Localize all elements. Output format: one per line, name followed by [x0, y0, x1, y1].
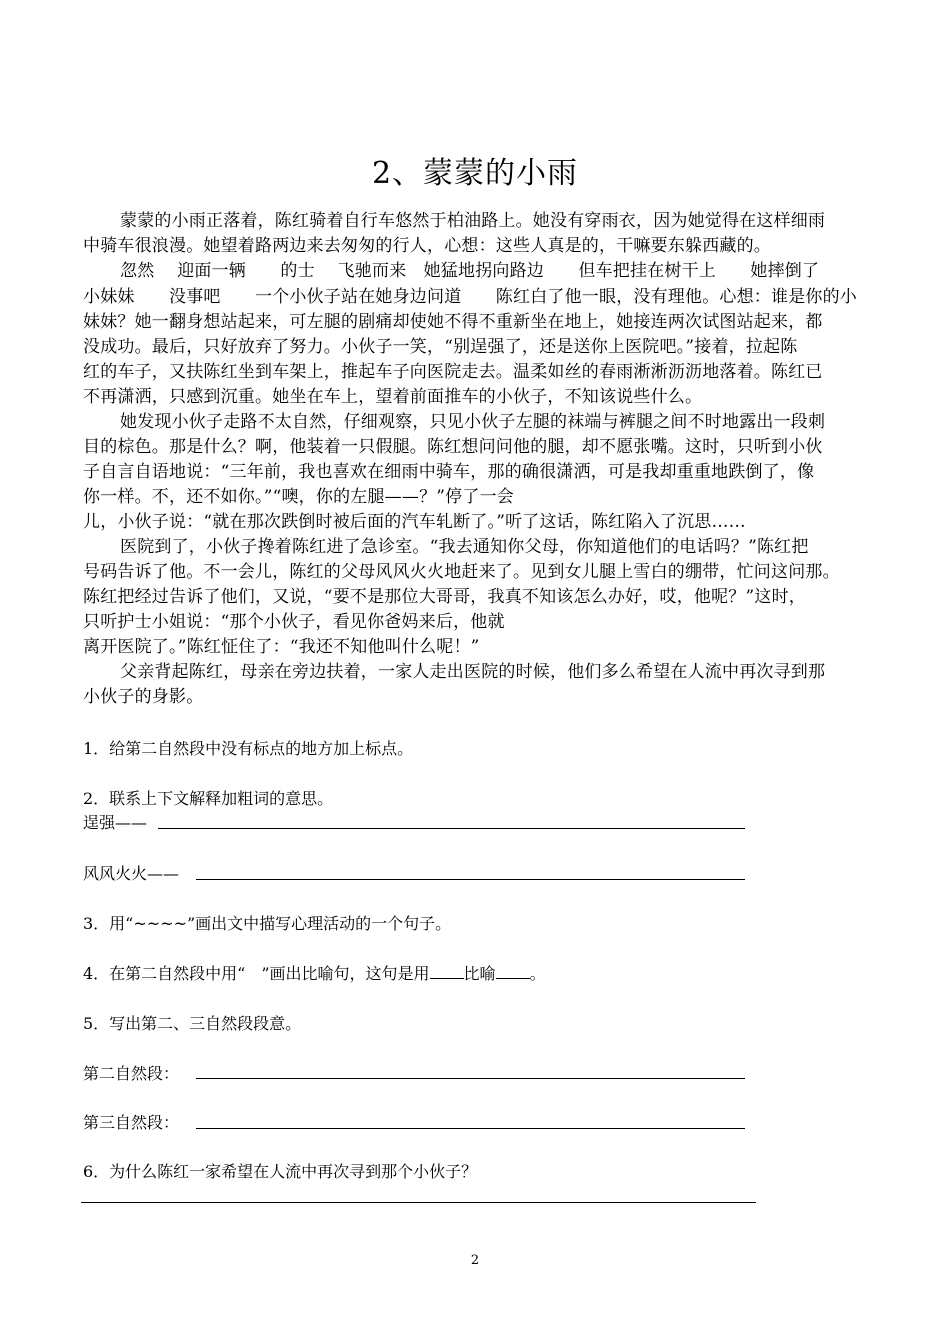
- question-4: [83, 961, 546, 984]
- passage-line: 目的棕色。那是什么？啊，他装着一只假腿。陈红想问问他的腿，却不愿张嘴。这时，只听到小伙: [83, 437, 823, 457]
- passage-line: 忽然 迎面一辆 的士 飞驰而来 她猛地拐向路边 但车把挂在树干上 她摔倒了: [120, 261, 820, 281]
- passage-line: 小伙子的身影。: [83, 687, 204, 707]
- question-4-text-2: 比喻: [463, 964, 496, 983]
- question-5-para-3: 第三自然段：: [83, 1113, 180, 1132]
- answer-line[interactable]: [158, 828, 745, 829]
- passage-line: 医院到了，小伙子搀着陈红进了急诊室。“我去通知你父母，你知道他们的电话吗？”陈红把: [120, 537, 809, 557]
- passage-line: 她发现小伙子走路不太自然，仔细观察，只见小伙子左腿的袜端与裤腿之间不时地露出一段刺: [120, 412, 826, 432]
- passage-line: 只听护士小姐说：“那个小伙子，看见你爸妈来后，他就: [83, 612, 505, 632]
- answer-line[interactable]: [81, 1202, 756, 1203]
- passage-line: 父亲背起陈红，母亲在旁边扶着，一家人走出医院的时候，他们多么希望在人流中再次寻到那: [120, 662, 826, 682]
- passage-line: 红的车子，又扶陈红坐到车架上，推起车子向医院走去。温柔如丝的春雨淅淅沥沥地落着。陈红已: [83, 362, 823, 382]
- page-number: 2: [470, 1253, 480, 1268]
- passage-line: 离开医院了。”陈红怔住了：“我还不知他叫什么呢！”: [83, 637, 480, 657]
- passage-line: 你一样。不，还不如你。”“噢，你的左腿——？”停了一会: [83, 487, 514, 507]
- question-1: 1．给第二自然段中没有标点的地方加上标点。: [83, 739, 414, 758]
- page-title: 2、蒙蒙的小雨: [371, 156, 579, 191]
- answer-line[interactable]: [196, 1128, 745, 1129]
- answer-blank[interactable]: [430, 964, 464, 979]
- answer-blank[interactable]: [496, 964, 530, 979]
- passage-line: 号码告诉了他。不一会儿，陈红的父母风风火火地赶来了。见到女儿腿上雪白的绷带，忙问这问那。: [83, 562, 840, 582]
- passage-line: 妹妹？她一翻身想站起来，可左腿的剧痛却使她不得不重新坐在地上，她接连两次试图站起来，都: [83, 312, 823, 332]
- question-3: 3．用“~~~~”画出文中描写心理活动的一个句子。: [83, 914, 452, 933]
- question-2-word-1: 逞强——: [83, 813, 148, 832]
- question-4-text: 4．在第二自然段中用“ ”画出比喻句，这句是用: [83, 964, 430, 983]
- answer-line[interactable]: [196, 879, 745, 880]
- question-6: 6．为什么陈红一家希望在人流中再次寻到那个小伙子？: [83, 1162, 478, 1181]
- question-5: 5．写出第二、三自然段段意。: [83, 1014, 302, 1033]
- question-2-word-2: 风风火火——: [83, 864, 180, 883]
- passage-line: 不再潇洒，只感到沉重。她坐在车上，望着前面推车的小伙子，不知该说些什么。: [83, 387, 703, 407]
- passage-line: 蒙蒙的小雨正落着，陈红骑着自行车悠然于柏油路上。她没有穿雨衣，因为她觉得在这样细雨: [120, 211, 826, 231]
- question-2: 2．联系上下文解释加粗词的意思。: [83, 789, 334, 808]
- answer-line[interactable]: [196, 1078, 745, 1079]
- passage-line: 中骑车很浪漫。她望着路两边来去匆匆的行人，心想：这些人真是的，干嘛要东躲西藏的。: [83, 236, 771, 256]
- passage-line: 子自言自语地说：“三年前，我也喜欢在细雨中骑车，那的确很潇洒，可是我却重重地跌倒了，像: [83, 462, 815, 482]
- passage-line: 小妹妹 没事吧 一个小伙子站在她身边问道 陈红白了他一眼，没有理他。心想：谁是你的小: [83, 287, 857, 307]
- passage-line: 没成功。最后，只好放弃了努力。小伙子一笑，“别逞强了，还是送你上医院吧。”接着，拉起陈: [83, 337, 798, 357]
- question-4-end: 。: [529, 964, 546, 983]
- question-5-para-2: 第二自然段：: [83, 1064, 180, 1083]
- passage-line: 陈红把经过告诉了他们，又说，“要不是那位大哥哥，我真不知该怎么办好，哎，他呢？”这时，: [83, 587, 806, 607]
- passage-line: 儿，小伙子说：“就在那次跌倒时被后面的汽车轧断了。”听了这话，陈红陷入了沉思……: [83, 512, 746, 532]
